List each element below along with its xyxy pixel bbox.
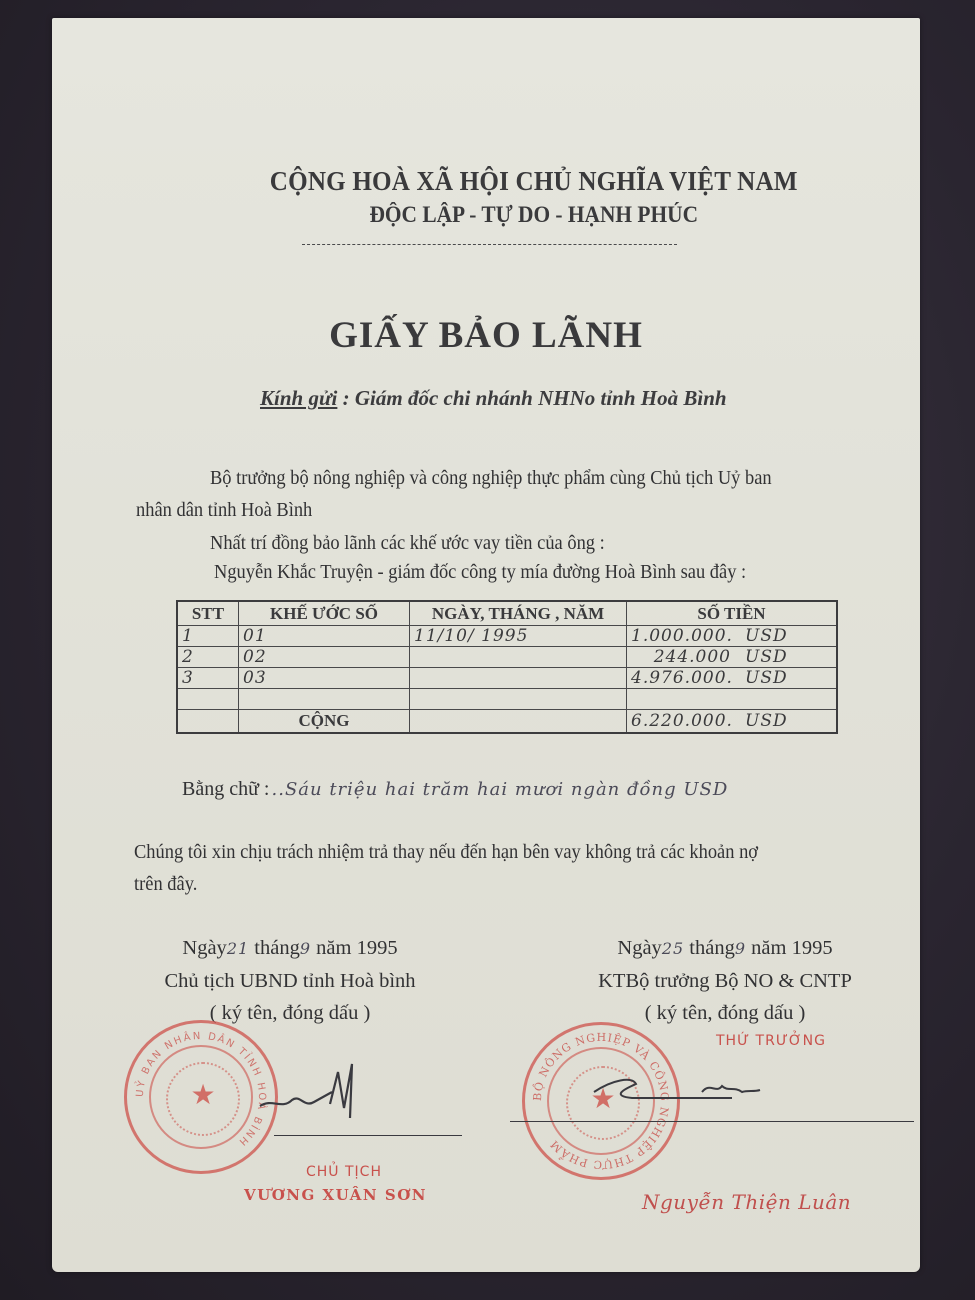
responsibility-paragraph-line1: Chúng tôi xin chịu trách nhiệm trả thay nếu đến hạn bên vay không trả các khoản nợ [134,841,759,863]
total-date-empty [410,710,627,734]
month-prefix: tháng [254,937,300,959]
amount-value: 4.976.000. [631,668,733,688]
intro-paragraph-line2: nhân dân tỉnh Hoà Bình [136,499,313,521]
cell-contract-no [239,689,410,710]
total-label: CỘNG [239,710,410,734]
header-amount: SỐ TIỀN [627,601,838,626]
national-emblem-icon: ★ [566,1066,640,1140]
document-title: GIẤY BẢO LÃNH [329,315,643,356]
total-stt-empty [177,710,239,734]
right-signer-name: Nguyễn Thiện Luân [642,1190,852,1214]
signature-line-right [510,1121,914,1122]
stamp-right-text: BỘ NÔNG NGHIỆP VÀ CÔNG NGHIỆP THỰC PHẨM [530,1030,672,1172]
addressee-label: Kính gửi [260,386,338,410]
date-month: 9 [299,939,312,958]
amount-currency: USD [745,647,788,667]
stamp-left-text: UỶ BAN NHÂN DÂN TỈNH HOÀ BÌNH [134,1030,268,1149]
amount-currency: USD [745,668,788,688]
right-position: KTBộ trưởng Bộ NO & CNTP [598,970,852,992]
amount-in-words [182,778,728,801]
amount-currency: USD [745,626,788,646]
amount-value: 1.000.000. [631,626,733,646]
addressee-separator: : [337,386,355,410]
amount-in-words-value: ..Sáu triệu hai trăm hai mươi ngàn đồng USD [271,779,729,800]
cell-stt: 2 [177,647,239,668]
cell-contract-no: 02 [239,647,410,668]
right-signer-title: THỨ TRƯỞNG [716,1033,826,1049]
total-amount-value: 6.220.000. [631,711,733,731]
cell-stt: 1 [177,626,239,647]
intro-paragraph-line1: Bộ trưởng bộ nông nghiệp và công nghiệp thực phẩm cùng Chủ tịch Uỷ ban [210,467,772,489]
table-total-row [177,710,837,734]
heading-divider [302,244,677,245]
header-date: NGÀY, THÁNG , NĂM [410,601,627,626]
right-date-line [560,932,890,965]
amount-value: 244.000 [653,647,731,667]
motto-heading: ĐỘC LẬP - TỰ DO - HẠNH PHÚC [369,202,699,227]
cell-amount [627,668,838,689]
date-prefix: Ngày [182,937,227,959]
signature-right-icon [592,1062,812,1112]
left-signer-title: CHỦ TỊCH [306,1164,382,1180]
cell-date [410,647,627,668]
date-day: 21 [226,939,250,958]
guarantee-letter-page [52,18,920,1272]
date-year: năm 1995 [316,937,398,959]
cell-contract-no: 03 [239,668,410,689]
loan-table [176,600,838,734]
cell-amount [627,647,838,668]
svg-text:UỶ BAN NHÂN DÂN TỈNH HOÀ BÌNH [133,1030,269,1149]
month-prefix: tháng [689,937,735,959]
date-year: năm 1995 [751,937,833,959]
signature-left-icon [252,1048,372,1128]
cell-date [410,689,627,710]
signature-block-right [560,932,890,1029]
table-row [177,647,837,668]
cell-stt [177,689,239,710]
signature-block-left [140,932,440,1029]
addressee-line [260,386,727,411]
left-position: Chủ tịch UBND tỉnh Hoà bình [164,970,416,992]
signature-line-left [274,1135,462,1136]
cell-amount [627,689,838,710]
date-prefix: Ngày [617,937,662,959]
amount-in-words-label: Bằng chữ : [182,778,270,800]
left-sign-note: ( ký tên, đóng dấu ) [209,1002,371,1024]
responsibility-paragraph-line2: trên đây. [134,873,198,895]
addressee-value: Giám đốc chi nhánh NHNo tỉnh Hoà Bình [354,386,727,410]
header-contract-no: KHẾ ƯỚC SỐ [239,601,410,626]
agreement-paragraph: Nhất trí đồng bảo lãnh các khế ước vay tiền của ông : [210,532,605,554]
total-amount [627,710,838,734]
table-row-empty [177,689,837,710]
cell-contract-no: 01 [239,626,410,647]
cell-amount [627,626,838,647]
date-day: 25 [661,939,685,958]
header-stt: STT [177,601,239,626]
cell-stt: 3 [177,668,239,689]
national-emblem-icon: ★ [166,1062,240,1136]
loan-table-header [177,601,837,626]
table-row [177,626,837,647]
table-row [177,668,837,689]
borrower-paragraph: Nguyễn Khắc Truyện - giám đốc công ty mía đường Hoà Bình sau đây : [214,561,747,583]
right-sign-note: ( ký tên, đóng dấu ) [644,1002,806,1024]
left-signer-name: VƯƠNG XUÂN SƠN [244,1186,427,1204]
cell-date: 11/10/ 1995 [410,626,627,647]
nation-heading: CỘNG HOÀ XÃ HỘI CHỦ NGHĨA VIỆT NAM [269,166,798,196]
left-date-line [140,932,440,965]
total-amount-currency: USD [745,711,788,731]
cell-date [410,668,627,689]
date-month: 9 [734,939,747,958]
